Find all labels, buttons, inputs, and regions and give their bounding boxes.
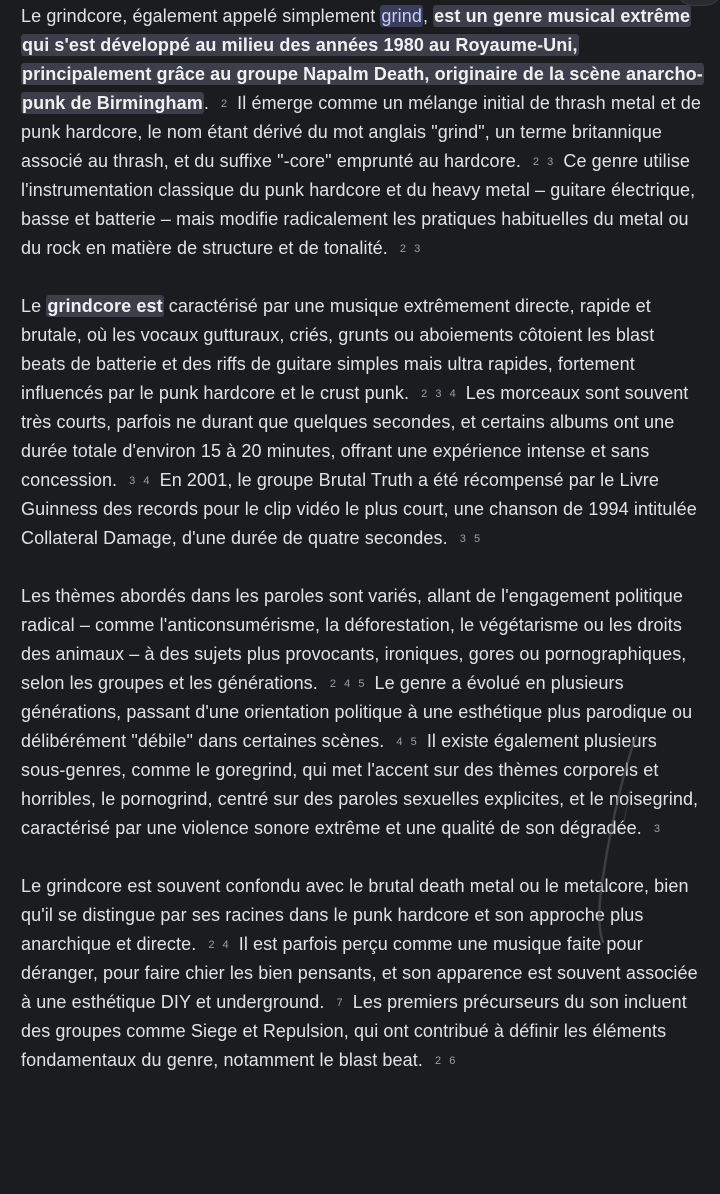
citation-link[interactable]: 2 bbox=[208, 939, 215, 951]
citation-link[interactable]: 2 bbox=[532, 156, 540, 168]
citation-group bbox=[125, 466, 153, 495]
paragraph-text: Il est parfois perçu comme une musique faite pour déranger, pour faire chier les bien pensants, et son apparence est souvent associée à une esthétique DIY et underground. bbox=[21, 934, 698, 1012]
citation-group bbox=[333, 988, 347, 1017]
citation-link[interactable]: 4 bbox=[449, 388, 456, 400]
citation-link[interactable]: 3 bbox=[129, 475, 136, 487]
citation-link[interactable]: 7 bbox=[336, 997, 343, 1009]
citation-link[interactable]: 5 bbox=[473, 533, 481, 545]
citation-link[interactable]: 2 bbox=[220, 98, 228, 110]
citation-group bbox=[529, 147, 557, 176]
highlighted-term-link[interactable]: grind bbox=[381, 6, 422, 26]
citation-link[interactable]: 4 bbox=[396, 736, 403, 748]
paragraph-text: . bbox=[203, 93, 209, 113]
paragraph bbox=[21, 292, 703, 553]
paragraph-text: Il émerge comme un mélange initial de thrash metal et de punk hardcore, le nom étant dérivé du mot anglais "grind", un terme britannique associé au thrash, et du suffixe "-core" emprunté au hardcore. bbox=[21, 93, 701, 171]
paragraph-text: Il existe également plusieurs sous-genres, comme le goregrind, qui met l'accent sur des thèmes corporels et horribles, le pornogrind, centré sur des paroles sexuelles explicites, et le noisegrind, caractérisé par une violence sonore extrême et une qualité de son dégradée. bbox=[21, 731, 699, 838]
citation-link[interactable]: 4 bbox=[143, 475, 150, 487]
citation-link[interactable]: 2 bbox=[434, 1055, 442, 1067]
citation-group bbox=[456, 524, 484, 553]
citation-group bbox=[326, 669, 369, 698]
paragraph-text: Le grindcore est souvent confondu avec le brutal death metal ou le metalcore, bien qu'il se distingue par ses racines dans le punk hardcore et son approche plus anarchique et directe. bbox=[21, 876, 689, 954]
paragraph bbox=[21, 2, 703, 263]
citation-link[interactable]: 5 bbox=[358, 678, 365, 690]
citation-group bbox=[217, 89, 231, 118]
citation-link[interactable]: 3 bbox=[653, 823, 661, 835]
paragraph bbox=[21, 582, 703, 843]
citation-link[interactable]: 4 bbox=[222, 939, 229, 951]
paragraph-text: , bbox=[422, 6, 434, 26]
citation-group bbox=[204, 930, 232, 959]
paragraph-text: Le grindcore, également appelé simplement bbox=[21, 6, 381, 26]
citation-link[interactable]: 4 bbox=[344, 678, 351, 690]
highlighted-bold-text: grindcore est bbox=[47, 296, 163, 316]
citation-link[interactable]: 3 bbox=[547, 156, 554, 168]
paragraph-text: En 2001, le groupe Brutal Truth a été récompensé par le Livre Guinness des records pour le clip vidéo le plus court, une chanson de 1994 intitulée Collateral Damage, d'une durée de quatre secondes. bbox=[21, 470, 697, 548]
paragraph-text: Les thèmes abordés dans les paroles sont variés, allant de l'engagement politique radical – comme l'anticonsumérisme, la déforestation, le végétarisme ou les droits des animaux – à des sujets plus provocants, ironiques, gores ou pornographiques, selon les groupes et les générations. bbox=[21, 586, 687, 693]
citation-link[interactable]: 3 bbox=[414, 243, 421, 255]
paragraph-text: Les morceaux sont souvent très courts, parfois ne durant que quelques secondes, et certains albums ont une durée totale d'environ 15 à 20 minutes, offrant une expérience intense et sans concession. bbox=[21, 383, 689, 490]
answer-body bbox=[21, 2, 703, 1104]
citation-group bbox=[431, 1046, 459, 1075]
paragraph-text: Les premiers précurseurs du son incluent des groupes comme Siege et Repulsion, qui ont contribué à définir les éléments fondamentaux du genre, notamment le blast beat. bbox=[21, 992, 687, 1070]
citation-link[interactable]: 6 bbox=[449, 1055, 456, 1067]
citation-link[interactable]: 2 bbox=[421, 388, 428, 400]
paragraph bbox=[21, 872, 703, 1075]
citation-group bbox=[392, 727, 420, 756]
citation-link[interactable]: 2 bbox=[399, 243, 407, 255]
paragraph-text: Le genre a évolué en plusieurs générations, passant d'une orientation politique à une esthétique plus parodique ou délibérément "débile" dans certaines scènes. bbox=[21, 673, 693, 751]
citation-link[interactable]: 3 bbox=[435, 388, 442, 400]
paragraph-text: caractérisé par une musique extrêmement directe, rapide et brutale, où les vocaux gutturaux, criés, grunts ou aboiements côtoient les blast beats de batterie et des riffs de guitare simples mais ultra rapides, fortement influencés par le punk hardcore et le crust punk. bbox=[21, 296, 655, 403]
citation-group bbox=[417, 379, 460, 408]
paragraph-text: Ce genre utilise l'instrumentation classique du punk hardcore et du heavy metal – guitare électrique, basse et batterie – mais modifie radicalement les pratiques habituelles du metal ou du rock en matière de structure et de tonalité. bbox=[21, 151, 696, 258]
citation-group bbox=[650, 814, 664, 843]
citation-link[interactable]: 5 bbox=[410, 736, 417, 748]
citation-link[interactable]: 2 bbox=[329, 678, 337, 690]
citation-group bbox=[396, 234, 424, 263]
paragraph-text: Le bbox=[21, 296, 47, 316]
citation-link[interactable]: 3 bbox=[459, 533, 466, 545]
highlighted-bold-text: est un genre musical extrême qui s'est développé au milieu des années 1980 au Royaume-Uni, principalement grâce au groupe Napalm Death, originaire de la scène anarcho-punk de Birmingham bbox=[22, 6, 703, 113]
